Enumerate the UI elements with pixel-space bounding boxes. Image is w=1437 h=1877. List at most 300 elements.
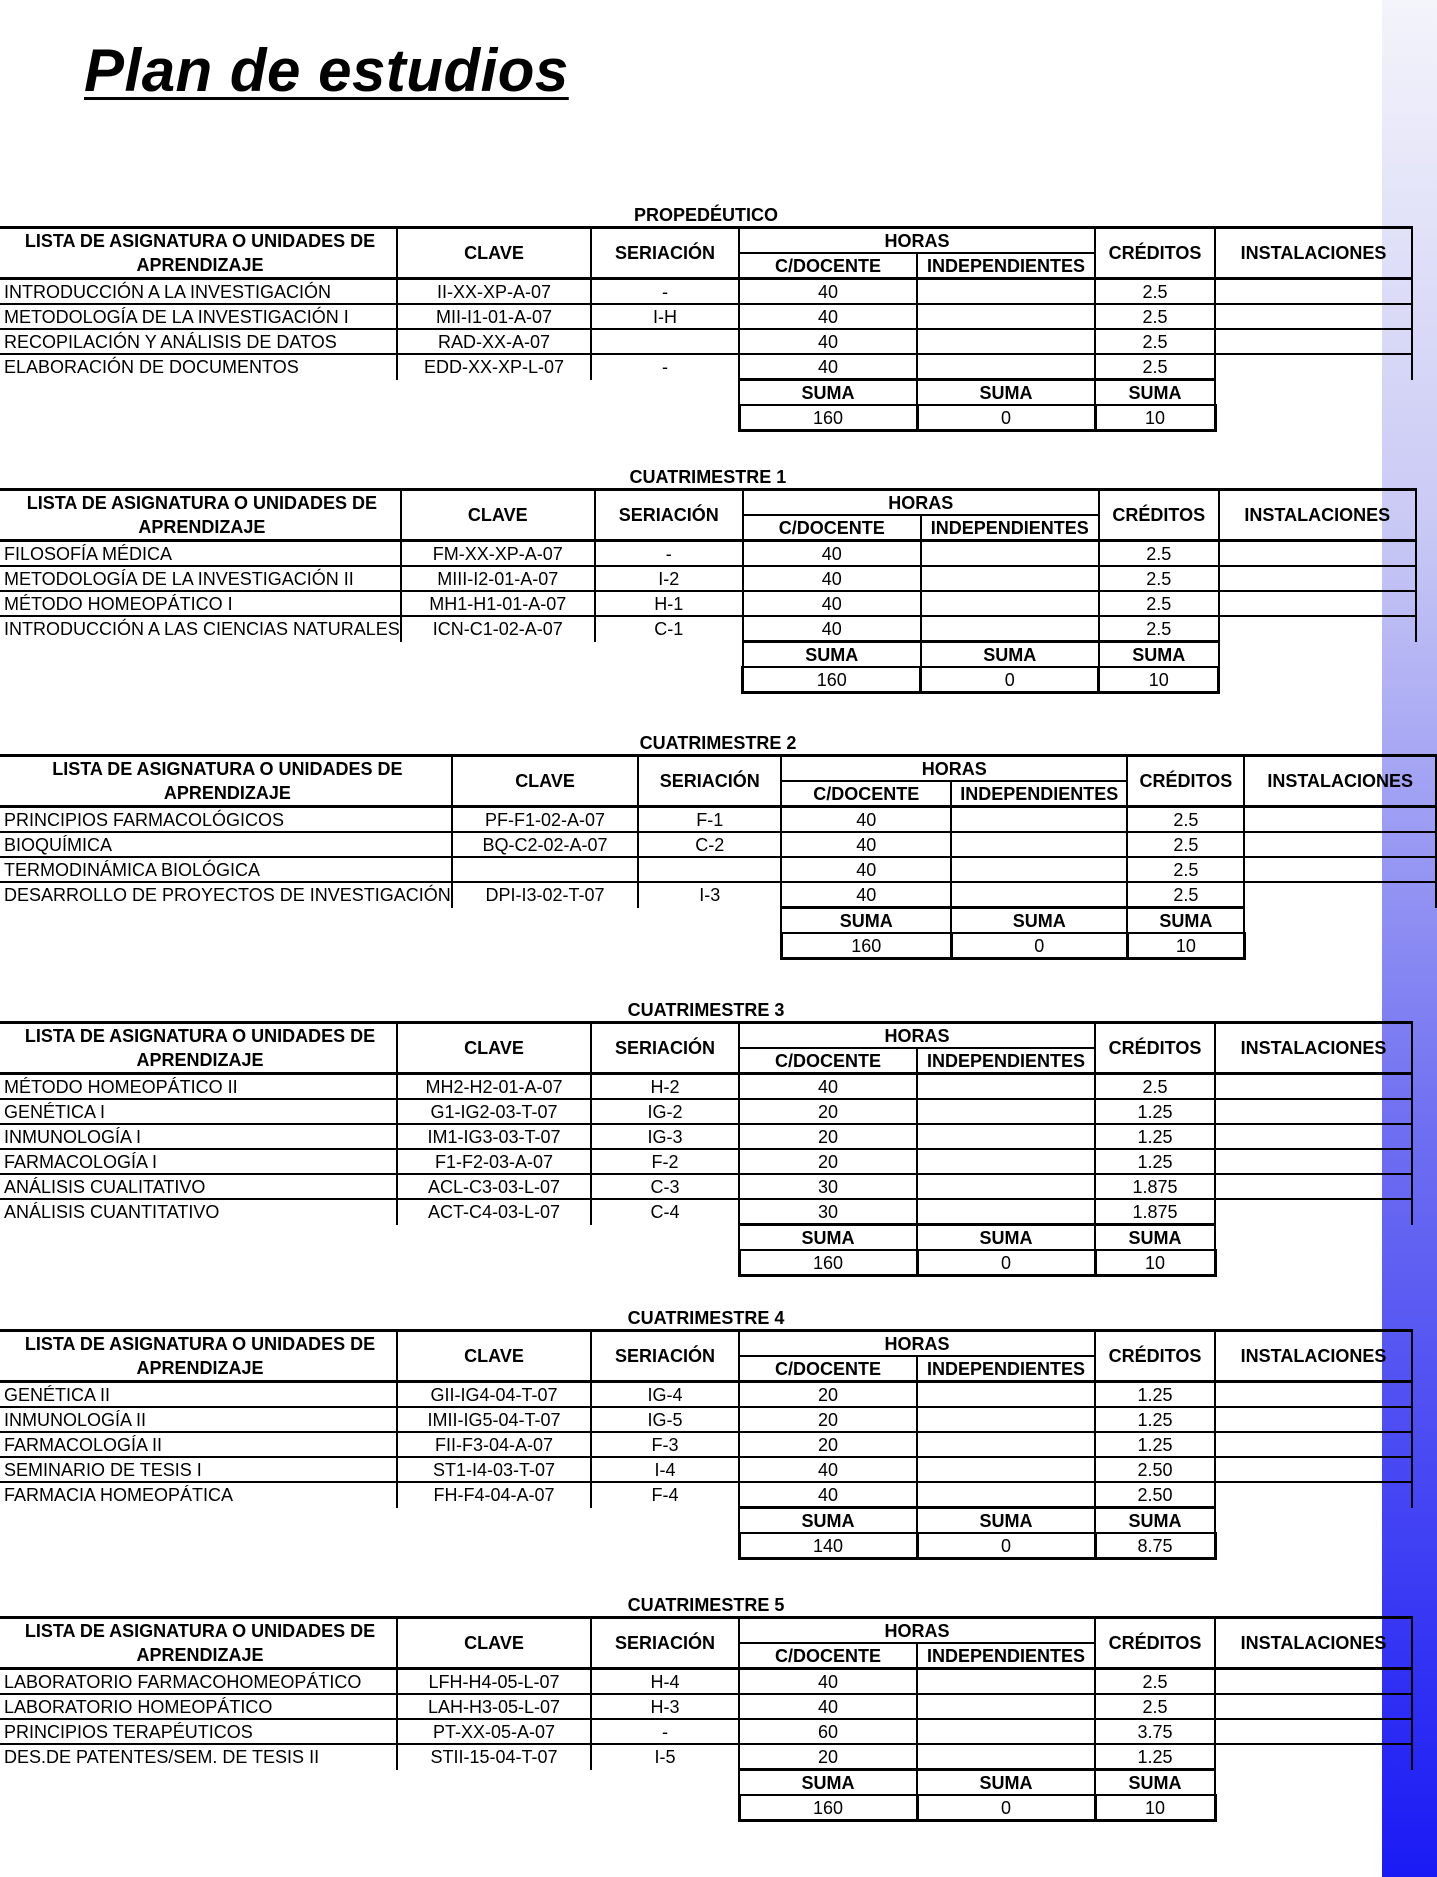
table-row — [0, 1482, 1412, 1508]
sum-label-row — [0, 380, 1412, 406]
header-horas: HORAS — [739, 1023, 1095, 1049]
header-creditos: CRÉDITOS — [1095, 1023, 1215, 1074]
subject-hours-docente: 20 — [739, 1382, 917, 1408]
subject-key: LAH-H3-05-L-07 — [397, 1694, 591, 1719]
total-independientes: 0 — [951, 933, 1127, 959]
header-instalaciones: INSTALACIONES — [1215, 228, 1412, 279]
subject-hours-independientes — [917, 1099, 1095, 1124]
subject-hours-docente: 20 — [739, 1149, 917, 1174]
header-docente: C/DOCENTE — [743, 515, 921, 541]
subject-hours-docente: 40 — [739, 354, 917, 380]
header-asignatura — [0, 1331, 397, 1357]
subject-seriacion: I-3 — [638, 882, 781, 908]
subject-creditos: 1.25 — [1095, 1099, 1215, 1124]
subject-hours-docente: 30 — [739, 1199, 917, 1225]
subject-seriacion: I-2 — [595, 566, 743, 591]
table-row — [0, 1694, 1412, 1719]
header-asignatura-line2: APRENDIZAJE — [0, 1048, 397, 1074]
total-creditos: 10 — [1095, 405, 1215, 431]
header-asignatura-line1: LISTA DE ASIGNATURA O UNIDADES DE — [24, 1026, 376, 1046]
subject-creditos: 2.5 — [1095, 279, 1215, 305]
header-creditos: CRÉDITOS — [1099, 490, 1219, 541]
subject-instalaciones — [1215, 1432, 1412, 1457]
header-instalaciones: INSTALACIONES — [1215, 1023, 1412, 1074]
subject-key: ICN-C1-02-A-07 — [401, 616, 595, 642]
header-clave: CLAVE — [397, 1331, 591, 1382]
subject-hours-docente: 40 — [781, 882, 951, 908]
subject-hours-docente: 40 — [743, 591, 921, 616]
section-table — [0, 732, 1437, 960]
subject-hours-docente: 20 — [739, 1432, 917, 1457]
subject-instalaciones — [1215, 1457, 1412, 1482]
total-creditos: 10 — [1095, 1795, 1215, 1821]
totals-row — [0, 933, 1436, 959]
header-asignatura-line1: LISTA DE ASIGNATURA O UNIDADES DE — [26, 493, 378, 513]
sum-label-docente: SUMA — [739, 1225, 917, 1251]
subject-hours-independientes — [951, 882, 1127, 908]
header-docente: C/DOCENTE — [739, 1356, 917, 1382]
subject-hours-independientes — [921, 591, 1099, 616]
plan-section — [0, 732, 1437, 960]
table-row — [0, 354, 1412, 380]
header-asignatura-line2: APRENDIZAJE — [0, 1643, 397, 1669]
header-independientes: INDEPENDIENTES — [951, 781, 1127, 807]
subject-instalaciones — [1215, 1407, 1412, 1432]
subject-instalaciones — [1244, 882, 1436, 908]
subject-seriacion: C-1 — [595, 616, 743, 642]
table-row — [0, 1382, 1412, 1408]
table-row — [0, 279, 1412, 305]
subject-name: INTRODUCCIÓN A LA INVESTIGACIÓN — [4, 281, 332, 302]
plan-section — [0, 999, 1413, 1277]
subject-creditos: 1.875 — [1095, 1199, 1215, 1225]
plan-section — [0, 466, 1417, 694]
total-independientes: 0 — [917, 1795, 1095, 1821]
subject-name: LABORATORIO FARMACOHOMEOPÁTICO — [4, 1671, 362, 1692]
subject-hours-docente: 40 — [743, 566, 921, 591]
table-row — [0, 1744, 1412, 1770]
header-horas: HORAS — [739, 1618, 1095, 1644]
header-instalaciones: INSTALACIONES — [1215, 1331, 1412, 1382]
header-clave: CLAVE — [401, 490, 595, 541]
subject-instalaciones — [1215, 329, 1412, 354]
subject-seriacion: C-2 — [638, 832, 781, 857]
subject-hours-independientes — [917, 1457, 1095, 1482]
subject-seriacion: I-H — [591, 304, 739, 329]
subject-key: ACL-C3-03-L-07 — [397, 1174, 591, 1199]
subject-hours-independientes — [921, 616, 1099, 642]
sum-label-creditos: SUMA — [1127, 908, 1244, 934]
header-asignatura — [0, 1618, 397, 1644]
subject-creditos: 2.5 — [1095, 329, 1215, 354]
subject-name: FARMACIA HOMEOPÁTICA — [0, 1482, 397, 1508]
subject-hours-independientes — [917, 1149, 1095, 1174]
subject-hours-docente: 40 — [781, 857, 951, 882]
subject-name: ELABORACIÓN DE DOCUMENTOS — [0, 354, 397, 380]
table-row — [0, 857, 1436, 882]
header-creditos: CRÉDITOS — [1095, 1331, 1215, 1382]
subject-creditos: 2.5 — [1127, 807, 1244, 833]
sum-label-row — [0, 1770, 1412, 1796]
subject-name: GENÉTICA II — [4, 1384, 111, 1405]
subject-seriacion: IG-4 — [591, 1382, 739, 1408]
subject-name: PRINCIPIOS FARMACOLÓGICOS — [4, 809, 285, 830]
subject-instalaciones — [1219, 541, 1416, 567]
header-clave: CLAVE — [397, 1023, 591, 1074]
subject-name: DESARROLLO DE PROYECTOS DE INVESTIGACIÓN — [0, 882, 452, 908]
subject-name: ANÁLISIS CUALITATIVO — [0, 1174, 397, 1199]
subject-creditos: 2.5 — [1127, 882, 1244, 908]
subject-hours-independientes — [917, 354, 1095, 380]
subject-hours-docente: 40 — [739, 329, 917, 354]
subject-instalaciones — [1219, 616, 1416, 642]
page-title: Plan de estudios — [84, 37, 569, 104]
header-independientes: INDEPENDIENTES — [917, 253, 1095, 279]
subject-creditos: 1.25 — [1095, 1432, 1215, 1457]
subject-hours-independientes — [917, 1199, 1095, 1225]
subject-hours-independientes — [921, 566, 1099, 591]
subject-instalaciones — [1215, 1382, 1412, 1408]
section-table — [0, 999, 1413, 1277]
subject-name: METODOLOGÍA DE LA INVESTIGACIÓN II — [0, 566, 401, 591]
subject-hours-independientes — [917, 1174, 1095, 1199]
header-seriacion: SERIACIÓN — [591, 1331, 739, 1382]
header-asignatura-line2: APRENDIZAJE — [0, 253, 397, 279]
subject-instalaciones — [1215, 1149, 1412, 1174]
subject-hours-independientes — [917, 1669, 1095, 1695]
subject-name: FARMACOLOGÍA II — [0, 1432, 397, 1457]
header-independientes: INDEPENDIENTES — [917, 1643, 1095, 1669]
header-seriacion: SERIACIÓN — [591, 1023, 739, 1074]
subject-key: LFH-H4-05-L-07 — [397, 1669, 591, 1695]
subject-seriacion: IG-3 — [591, 1124, 739, 1149]
subject-instalaciones — [1219, 566, 1416, 591]
subject-key: PT-XX-05-A-07 — [397, 1719, 591, 1744]
table-row — [0, 591, 1416, 616]
subject-hours-docente: 30 — [739, 1174, 917, 1199]
total-docente: 140 — [739, 1533, 917, 1559]
header-horas: HORAS — [739, 1331, 1095, 1357]
section-title: CUATRIMESTRE 1 — [0, 466, 1416, 490]
header-seriacion: SERIACIÓN — [595, 490, 743, 541]
subject-instalaciones — [1215, 1744, 1412, 1770]
subject-seriacion: C-3 — [591, 1174, 739, 1199]
subject-instalaciones — [1215, 304, 1412, 329]
subject-hours-docente: 20 — [739, 1744, 917, 1770]
header-horas: HORAS — [743, 490, 1099, 516]
subject-creditos: 2.50 — [1095, 1457, 1215, 1482]
subject-key: GII-IG4-04-T-07 — [397, 1382, 591, 1408]
table-row — [0, 1407, 1412, 1432]
header-seriacion: SERIACIÓN — [591, 1618, 739, 1669]
header-asignatura-line1: LISTA DE ASIGNATURA O UNIDADES DE — [24, 231, 376, 251]
subject-creditos: 1.25 — [1095, 1382, 1215, 1408]
subject-key: ACT-C4-03-L-07 — [397, 1199, 591, 1225]
total-creditos: 10 — [1127, 933, 1244, 959]
subject-hours-docente: 40 — [739, 1669, 917, 1695]
subject-creditos: 2.5 — [1095, 354, 1215, 380]
subject-instalaciones — [1215, 1099, 1412, 1124]
header-independientes: INDEPENDIENTES — [921, 515, 1099, 541]
subject-hours-independientes — [917, 1124, 1095, 1149]
subject-hours-docente: 40 — [739, 1694, 917, 1719]
subject-seriacion: I-5 — [591, 1744, 739, 1770]
subject-hours-independientes — [951, 832, 1127, 857]
subject-key: MII-I1-01-A-07 — [397, 304, 591, 329]
subject-creditos: 2.5 — [1127, 832, 1244, 857]
header-instalaciones: INSTALACIONES — [1215, 1618, 1412, 1669]
section-title: CUATRIMESTRE 3 — [0, 999, 1412, 1023]
subject-creditos: 1.25 — [1095, 1407, 1215, 1432]
subject-name: PRINCIPIOS TERAPÉUTICOS — [0, 1719, 397, 1744]
header-seriacion: SERIACIÓN — [638, 756, 781, 807]
subject-hours-independientes — [917, 304, 1095, 329]
sum-label-docente: SUMA — [743, 642, 921, 668]
subject-seriacion: F-4 — [591, 1482, 739, 1508]
section-table — [0, 466, 1417, 694]
subject-seriacion: C-4 — [591, 1199, 739, 1225]
subject-hours-docente: 40 — [781, 807, 951, 833]
subject-hours-independientes — [917, 1482, 1095, 1508]
table-row — [0, 1149, 1412, 1174]
totals-row — [0, 405, 1412, 431]
header-asignatura — [0, 228, 397, 254]
table-row — [0, 1074, 1412, 1100]
subject-name: MÉTODO HOMEOPÁTICO II — [4, 1076, 238, 1097]
subject-seriacion: F-1 — [638, 807, 781, 833]
header-asignatura-line1: LISTA DE ASIGNATURA O UNIDADES DE — [52, 759, 403, 779]
header-clave: CLAVE — [397, 1618, 591, 1669]
subject-key: MH2-H2-01-A-07 — [397, 1074, 591, 1100]
subject-hours-docente: 40 — [781, 832, 951, 857]
total-creditos: 8.75 — [1095, 1533, 1215, 1559]
subject-key: FII-F3-04-A-07 — [397, 1432, 591, 1457]
subject-key: FH-F4-04-A-07 — [397, 1482, 591, 1508]
subject-name: LABORATORIO HOMEOPÁTICO — [0, 1694, 397, 1719]
table-row — [0, 1174, 1412, 1199]
subject-seriacion — [591, 329, 739, 354]
subject-key — [452, 857, 639, 882]
subject-hours-independientes — [917, 1382, 1095, 1408]
header-asignatura-line2: APRENDIZAJE — [0, 515, 401, 541]
subject-name: BIOQUÍMICA — [0, 832, 452, 857]
sum-label-creditos: SUMA — [1095, 1508, 1215, 1534]
sum-label-independientes: SUMA — [917, 1225, 1095, 1251]
sum-label-creditos: SUMA — [1095, 1770, 1215, 1796]
sum-label-row — [0, 1508, 1412, 1534]
subject-name: METODOLOGÍA DE LA INVESTIGACIÓN I — [0, 304, 397, 329]
header-docente: C/DOCENTE — [739, 1048, 917, 1074]
subject-key: ST1-I4-03-T-07 — [397, 1457, 591, 1482]
subject-key: G1-IG2-03-T-07 — [397, 1099, 591, 1124]
totals-row — [0, 1533, 1412, 1559]
header-docente: C/DOCENTE — [739, 1643, 917, 1669]
subject-name: INMUNOLOGÍA I — [0, 1124, 397, 1149]
table-row — [0, 882, 1436, 908]
sum-label-independientes: SUMA — [921, 642, 1099, 668]
subject-seriacion: - — [591, 279, 739, 305]
subject-hours-independientes — [951, 857, 1127, 882]
subject-name: INTRODUCCIÓN A LAS CIENCIAS NATURALES — [0, 616, 401, 642]
subject-instalaciones — [1215, 1719, 1412, 1744]
subject-seriacion: - — [591, 1719, 739, 1744]
total-independientes: 0 — [917, 1533, 1095, 1559]
subject-creditos: 2.5 — [1099, 541, 1219, 567]
subject-name: DES.DE PATENTES/SEM. DE TESIS II — [0, 1744, 397, 1770]
header-creditos: CRÉDITOS — [1095, 228, 1215, 279]
subject-key: BQ-C2-02-A-07 — [452, 832, 639, 857]
sum-label-creditos: SUMA — [1099, 642, 1219, 668]
header-asignatura — [0, 1023, 397, 1049]
subject-creditos: 2.5 — [1095, 1669, 1215, 1695]
subject-hours-docente: 40 — [739, 279, 917, 305]
subject-hours-independientes — [917, 1719, 1095, 1744]
subject-creditos: 1.25 — [1095, 1149, 1215, 1174]
header-asignatura-line1: LISTA DE ASIGNATURA O UNIDADES DE — [24, 1334, 376, 1354]
sum-label-creditos: SUMA — [1095, 380, 1215, 406]
section-table — [0, 1307, 1413, 1560]
subject-creditos: 2.5 — [1095, 1694, 1215, 1719]
subject-hours-independientes — [917, 279, 1095, 305]
subject-instalaciones — [1215, 1124, 1412, 1149]
header-creditos: CRÉDITOS — [1095, 1618, 1215, 1669]
subject-hours-docente: 40 — [739, 1482, 917, 1508]
total-independientes: 0 — [917, 1250, 1095, 1276]
subject-seriacion: I-4 — [591, 1457, 739, 1482]
subject-key: F1-F2-03-A-07 — [397, 1149, 591, 1174]
table-row — [0, 1719, 1412, 1744]
subject-seriacion — [638, 857, 781, 882]
table-row — [0, 1432, 1412, 1457]
subject-hours-docente: 20 — [739, 1407, 917, 1432]
total-docente: 160 — [781, 933, 951, 959]
subject-hours-docente: 20 — [739, 1099, 917, 1124]
subject-hours-independientes — [917, 1407, 1095, 1432]
subject-instalaciones — [1215, 1482, 1412, 1508]
sum-label-row — [0, 1225, 1412, 1251]
subject-hours-docente: 40 — [743, 616, 921, 642]
subject-name: SEMINARIO DE TESIS I — [0, 1457, 397, 1482]
subject-hours-independientes — [951, 807, 1127, 833]
subject-seriacion: H-4 — [591, 1669, 739, 1695]
header-docente: C/DOCENTE — [781, 781, 951, 807]
header-asignatura-line1: LISTA DE ASIGNATURA O UNIDADES DE — [24, 1621, 376, 1641]
subject-instalaciones — [1215, 1174, 1412, 1199]
subject-name: MÉTODO HOMEOPÁTICO I — [0, 591, 401, 616]
subject-key: IM1-IG3-03-T-07 — [397, 1124, 591, 1149]
subject-seriacion: H-3 — [591, 1694, 739, 1719]
header-creditos: CRÉDITOS — [1127, 756, 1244, 807]
total-independientes: 0 — [921, 667, 1099, 693]
sum-label-creditos: SUMA — [1095, 1225, 1215, 1251]
subject-creditos: 3.75 — [1095, 1719, 1215, 1744]
subject-instalaciones — [1215, 279, 1412, 305]
subject-creditos: 1.875 — [1095, 1174, 1215, 1199]
table-row — [0, 807, 1436, 833]
subject-key: EDD-XX-XP-L-07 — [397, 354, 591, 380]
subject-seriacion: IG-2 — [591, 1099, 739, 1124]
subject-hours-independientes — [917, 1074, 1095, 1100]
sum-label-independientes: SUMA — [951, 908, 1127, 934]
header-docente: C/DOCENTE — [739, 253, 917, 279]
totals-row — [0, 667, 1416, 693]
subject-name: RECOPILACIÓN Y ANÁLISIS DE DATOS — [0, 329, 397, 354]
subject-instalaciones — [1219, 591, 1416, 616]
subject-instalaciones — [1215, 1669, 1412, 1695]
subject-key: MH1-H1-01-A-07 — [401, 591, 595, 616]
table-row — [0, 1099, 1412, 1124]
sum-label-independientes: SUMA — [917, 1508, 1095, 1534]
sum-label-docente: SUMA — [739, 1770, 917, 1796]
sum-label-row — [0, 908, 1436, 934]
total-docente: 160 — [743, 667, 921, 693]
subject-key: II-XX-XP-A-07 — [397, 279, 591, 305]
subject-key: RAD-XX-A-07 — [397, 329, 591, 354]
subject-hours-independientes — [917, 1694, 1095, 1719]
subject-instalaciones — [1244, 857, 1436, 882]
subject-seriacion: F-3 — [591, 1432, 739, 1457]
table-row — [0, 1457, 1412, 1482]
header-instalaciones: INSTALACIONES — [1219, 490, 1416, 541]
section-table — [0, 204, 1413, 432]
subject-creditos: 2.50 — [1095, 1482, 1215, 1508]
header-clave: CLAVE — [397, 228, 591, 279]
table-row — [0, 1199, 1412, 1225]
section-title: CUATRIMESTRE 2 — [0, 732, 1436, 756]
plan-section — [0, 1594, 1413, 1822]
sum-label-independientes: SUMA — [917, 380, 1095, 406]
subject-hours-independientes — [917, 329, 1095, 354]
subject-instalaciones — [1244, 807, 1436, 833]
subject-hours-docente: 40 — [739, 1074, 917, 1100]
subject-key: DPI-I3-02-T-07 — [452, 882, 639, 908]
subject-seriacion: - — [595, 541, 743, 567]
subject-creditos: 2.5 — [1099, 591, 1219, 616]
subject-name: INMUNOLOGÍA II — [0, 1407, 397, 1432]
header-instalaciones: INSTALACIONES — [1244, 756, 1436, 807]
table-row — [0, 329, 1412, 354]
subject-hours-docente: 60 — [739, 1719, 917, 1744]
subject-creditos: 2.5 — [1095, 1074, 1215, 1100]
subject-name: FILOSOFÍA MÉDICA — [4, 543, 173, 564]
totals-row — [0, 1795, 1412, 1821]
header-independientes: INDEPENDIENTES — [917, 1048, 1095, 1074]
subject-name: FARMACOLOGÍA I — [0, 1149, 397, 1174]
subject-seriacion: F-2 — [591, 1149, 739, 1174]
table-row — [0, 541, 1416, 567]
subject-name: ANÁLISIS CUANTITATIVO — [0, 1199, 397, 1225]
totals-row — [0, 1250, 1412, 1276]
subject-hours-docente: 40 — [739, 304, 917, 329]
sum-label-independientes: SUMA — [917, 1770, 1095, 1796]
subject-creditos: 2.5 — [1099, 616, 1219, 642]
sum-label-docente: SUMA — [739, 380, 917, 406]
total-independientes: 0 — [917, 405, 1095, 431]
plan-section — [0, 204, 1413, 432]
table-row — [0, 616, 1416, 642]
header-horas: HORAS — [739, 228, 1095, 254]
total-creditos: 10 — [1095, 1250, 1215, 1276]
subject-hours-docente: 20 — [739, 1124, 917, 1149]
subject-creditos: 2.5 — [1095, 304, 1215, 329]
subject-hours-docente: 40 — [743, 541, 921, 567]
section-table — [0, 1594, 1413, 1822]
subject-creditos: 2.5 — [1099, 566, 1219, 591]
subject-key: FM-XX-XP-A-07 — [401, 541, 595, 567]
subject-key: MIII-I2-01-A-07 — [401, 566, 595, 591]
subject-instalaciones — [1215, 1199, 1412, 1225]
subject-instalaciones — [1215, 354, 1412, 380]
